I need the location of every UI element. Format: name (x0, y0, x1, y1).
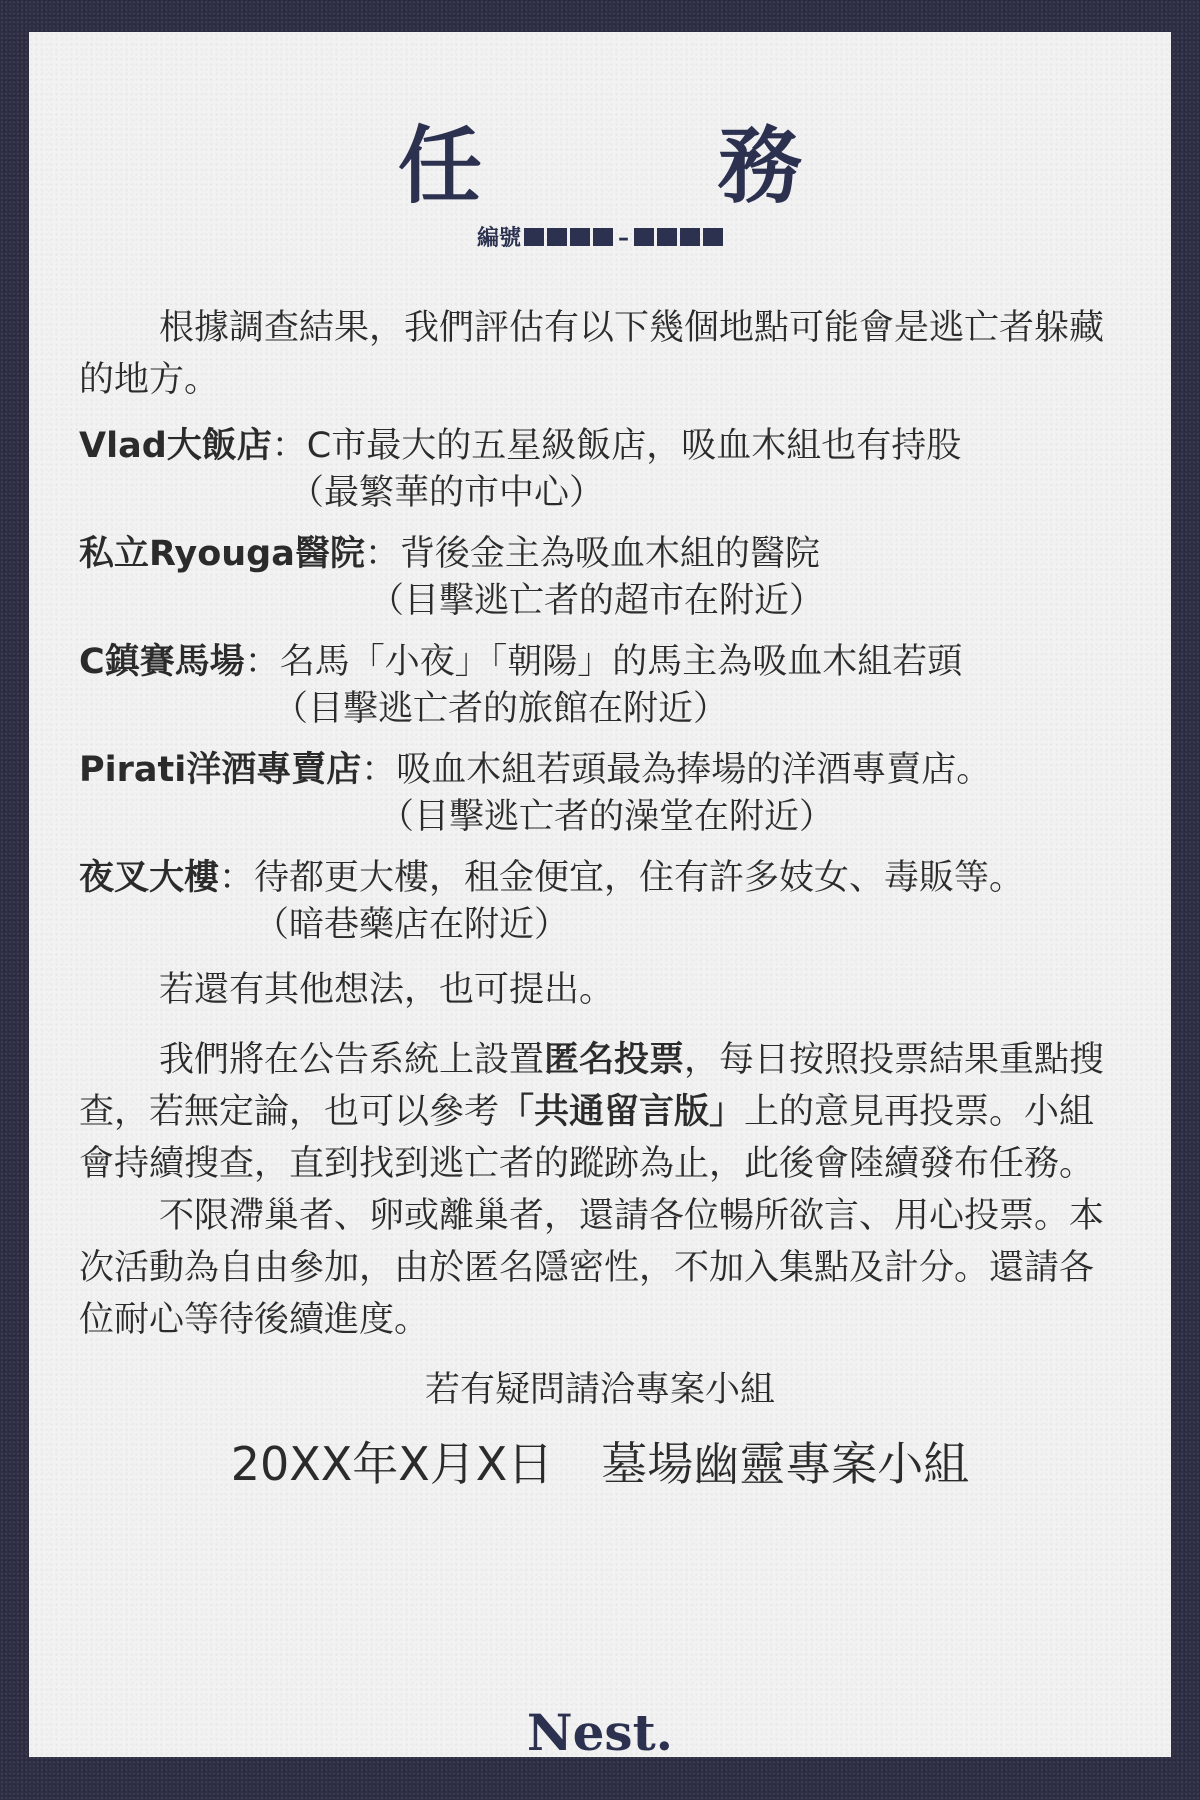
document-paper (29, 32, 1171, 1762)
location-note: （目擊逃亡者的超市在附近） (369, 581, 825, 621)
serial-dash: – (618, 226, 629, 251)
location-note: （最繁華的市中心） (289, 473, 605, 513)
serial-number (29, 228, 1171, 250)
location-desc: ：待都更大樓，租金便宜，住有許多妓女、毒販等。 (219, 858, 1025, 898)
intro-paragraph: 根據調查結果，我們評估有以下幾個地點可能會是逃亡者躲藏的地方。 (79, 308, 1105, 400)
location-note: （目擊逃亡者的旅館在附近） (273, 689, 729, 729)
common-board-highlight: 「共通留言版」 (499, 1092, 745, 1132)
location-item (79, 528, 1121, 580)
redacted-block (634, 228, 654, 246)
location-name: 私立Ryouga醫院 (79, 534, 365, 574)
redacted-block (703, 228, 723, 246)
vote-text-3: 上的意見再投票。小組會持續搜查，直到找到逃亡者的蹤跡為止，此後會陸續發布任務。 (79, 1092, 1095, 1184)
location-desc: ：C市最大的五星級飯店，吸血木組也有持股 (271, 426, 962, 466)
document-body (79, 302, 1121, 1492)
location-name: 夜叉大樓 (79, 858, 220, 898)
location-note: （暗巷藥店在附近） (254, 905, 570, 945)
location-item (79, 420, 1121, 472)
location-desc: ：背後金主為吸血木組的醫院 (364, 534, 820, 574)
location-name: C鎮賽馬場 (79, 642, 245, 682)
redacted-block (657, 228, 677, 246)
vote-text-2: ，每日按照投票結果重點搜查，若無定論，也可以參考 (79, 1040, 1105, 1132)
signature-line (79, 1436, 1121, 1492)
redacted-block (570, 228, 590, 246)
location-note: （目擊逃亡者的澡堂在附近） (379, 797, 835, 837)
document-title: 任 務 (397, 116, 878, 215)
redacted-block (593, 228, 613, 246)
redacted-block (547, 228, 567, 246)
other-ideas-paragraph: 若還有其他想法，也可提出。 (159, 970, 615, 1010)
anonymous-vote-highlight: 匿名投票 (544, 1040, 685, 1080)
brand-logo: Nest. (526, 1703, 674, 1762)
location-item (79, 744, 1121, 796)
redacted-block (680, 228, 700, 246)
location-desc: ：吸血木組若頭最為捧場的洋酒專賣店。 (361, 750, 992, 790)
contact-line: 若有疑問請洽專案小組 (424, 1370, 775, 1410)
location-item (79, 852, 1121, 904)
issue-date: 20XX年X月X日 (230, 1437, 554, 1491)
location-desc: ：名馬「小夜」「朝陽」的馬主為吸血木組若頭 (244, 642, 963, 682)
serial-label: 編號 (476, 226, 521, 251)
redacted-block (524, 228, 544, 246)
closing-paragraph: 不限滯巢者、卵或離巢者，還請各位暢所欲言、用心投票。本次活動為自由參加，由於匿名隱密性，不加入集點及計分。還請各位耐心等待後續進度。 (79, 1196, 1105, 1340)
vote-paragraph (79, 1034, 1121, 1190)
organization-name: 墓場幽靈專案小組 (601, 1437, 970, 1491)
vote-text-1: 我們將在公告系統上設置 (159, 1040, 545, 1080)
location-item (79, 636, 1121, 688)
location-name: Pirati洋酒專賣店 (79, 750, 362, 790)
location-name: Vlad大飯店 (79, 426, 272, 466)
